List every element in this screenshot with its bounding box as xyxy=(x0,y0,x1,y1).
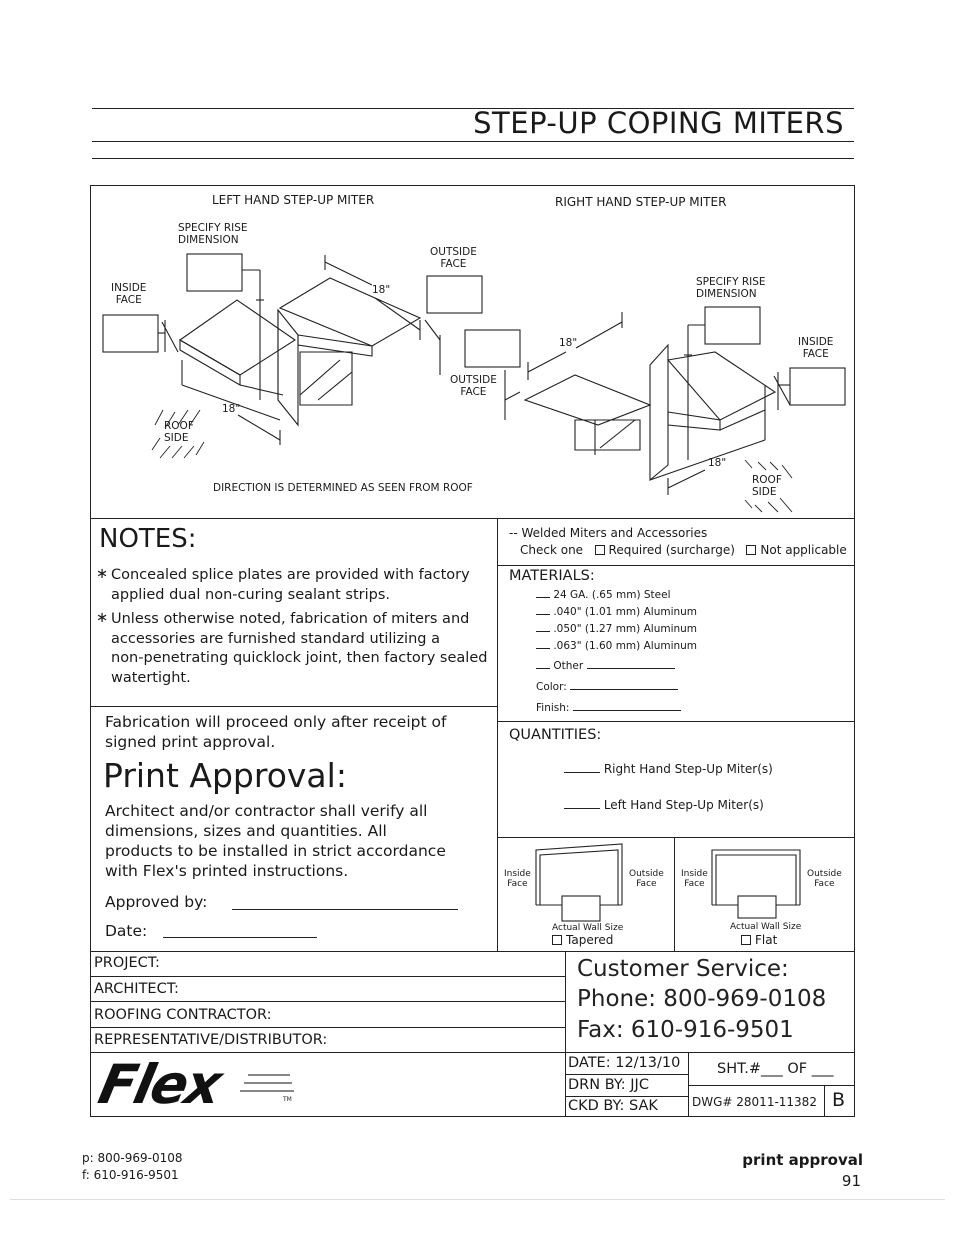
project-row-2 xyxy=(90,1001,565,1002)
flat-wall-size: Actual Wall Size xyxy=(730,922,802,932)
quantity-left-hand: Left Hand Step-Up Miter(s) xyxy=(564,799,764,813)
notes-divider xyxy=(90,706,497,707)
revision-cell: B xyxy=(832,1089,846,1111)
left-specify-rise: SPECIFY RISE DIMENSION xyxy=(178,222,248,247)
not-applicable-checkbox[interactable] xyxy=(746,545,756,555)
step-up-miter-drawings xyxy=(0,0,954,520)
material-other: Other xyxy=(536,660,675,672)
titleblock-col-2 xyxy=(824,1085,825,1117)
welded-line: -- Welded Miters and Accessories xyxy=(509,526,708,540)
titleblock-row-1 xyxy=(565,1074,688,1075)
date-field[interactable] xyxy=(163,937,317,938)
diagram-divider xyxy=(90,518,855,519)
footer-page-number: 91 xyxy=(841,1172,861,1190)
project-cs-divider xyxy=(565,951,566,1117)
note-item-1: Concealed splice plates are provided with factory applied dual non-curing sealant strips. xyxy=(111,567,470,603)
material-063: .063" (1.60 mm) Aluminum xyxy=(536,640,697,652)
page-title: STEP-UP COPING MITERS xyxy=(473,106,844,140)
titleblock-row-3 xyxy=(688,1085,855,1086)
quantities-divider xyxy=(497,837,855,838)
right-inside-face: INSIDE FACE xyxy=(798,336,834,361)
representative-field: REPRESENTATIVE/DISTRIBUTOR: xyxy=(94,1032,328,1048)
left-outside-face: OUTSIDE FACE xyxy=(430,246,477,271)
footer-section: print approval xyxy=(742,1151,863,1169)
direction-note: DIRECTION IS DETERMINED AS SEEN FROM ROOF xyxy=(213,482,473,494)
project-row-1 xyxy=(90,976,565,977)
right-specify-rise: SPECIFY RISE DIMENSION xyxy=(696,276,766,301)
material-040: .040" (1.01 mm) Aluminum xyxy=(536,606,697,618)
sheet-cell: SHT.#___ OF ___ xyxy=(717,1061,834,1077)
quantities-heading: QUANTITIES: xyxy=(509,727,602,743)
materials-heading: MATERIALS: xyxy=(509,568,595,584)
flat-checkbox[interactable] xyxy=(741,935,751,945)
wall-options-divider xyxy=(674,837,675,951)
required-checkbox[interactable] xyxy=(595,545,605,555)
left-inside-face: INSIDE FACE xyxy=(111,282,147,307)
roof-side-left: ROOF SIDE xyxy=(164,420,194,445)
architect-field: ARCHITECT: xyxy=(94,981,179,997)
material-050: .050" (1.27 mm) Aluminum xyxy=(536,623,697,635)
tapered-inside-face: Inside Face xyxy=(504,869,531,890)
note-bullet-2: ∗ xyxy=(96,610,109,626)
tapered-wall-size: Actual Wall Size xyxy=(552,923,624,933)
customer-service-phone: Phone: 800-969-0108 xyxy=(577,986,827,1012)
fabrication-note: Fabrication will proceed only after receipt of signed print approval. xyxy=(105,713,447,751)
checked-by-cell: CKD BY: SAK xyxy=(568,1098,658,1114)
tapered-outside-face: Outside Face xyxy=(629,869,664,890)
drawn-by-cell: DRN BY: JJC xyxy=(568,1077,649,1093)
flat-outside-face: Outside Face xyxy=(807,869,842,890)
footer-rule xyxy=(10,1199,945,1200)
roofing-contractor-field: ROOFING CONTRACTOR: xyxy=(94,1007,272,1023)
dim-18-left-bottom: 18" xyxy=(222,403,241,415)
print-approval-body: Architect and/or contractor shall verify all dimensions, sizes and quantities. All products to be installed in strict accordance with Flex's printed instructions. xyxy=(105,802,446,880)
flat-inside-face: Inside Face xyxy=(681,869,708,890)
project-top-divider xyxy=(90,951,855,952)
tapered-checkbox[interactable] xyxy=(552,935,562,945)
material-color: Color: xyxy=(536,681,678,693)
date-cell: DATE: 12/13/10 xyxy=(568,1055,681,1071)
note-bullet-1: ∗ xyxy=(96,566,109,582)
footer-phone: p: 800-969-0108 xyxy=(82,1151,183,1165)
date-label: Date: xyxy=(105,922,148,940)
customer-service-heading: Customer Service: xyxy=(577,956,789,982)
dim-18-left-top: 18" xyxy=(372,284,391,296)
flex-logo: Flex xyxy=(93,1053,226,1116)
welded-divider xyxy=(497,565,855,566)
dim-18-right-bottom: 18" xyxy=(708,457,727,469)
right-column-divider xyxy=(497,518,498,951)
drawing-number-cell: DWG# 28011-11382 xyxy=(692,1095,817,1109)
dim-18-right-top: 18" xyxy=(559,337,578,349)
right-outside-face: OUTSIDE FACE xyxy=(450,374,497,399)
material-steel: 24 GA. (.65 mm) Steel xyxy=(536,589,671,601)
notes-heading: NOTES: xyxy=(99,524,197,554)
logo-trademark: TM xyxy=(283,1096,292,1103)
approved-by-label: Approved by: xyxy=(105,893,208,911)
left-hand-label: LEFT HAND STEP-UP MITER xyxy=(212,193,375,207)
titleblock-row-2 xyxy=(565,1096,688,1097)
approved-by-field[interactable] xyxy=(232,909,458,910)
footer-fax: f: 610-916-9501 xyxy=(82,1168,179,1182)
project-field: PROJECT: xyxy=(94,955,160,971)
material-finish: Finish: xyxy=(536,702,681,714)
quantity-right-hand: Right Hand Step-Up Miter(s) xyxy=(564,763,773,777)
project-row-3 xyxy=(90,1027,565,1028)
materials-divider xyxy=(497,721,855,722)
welded-check-row: Check one Required (surcharge) Not applicable xyxy=(520,543,847,557)
customer-service-fax: Fax: 610-916-9501 xyxy=(577,1017,794,1043)
flat-option: Flat xyxy=(741,934,777,948)
note-item-2: Unless otherwise noted, fabrication of miters and accessories are furnished standard utilizing a non-penetrating quicklock joint, then factory sealed watertight. xyxy=(111,611,488,686)
tapered-option: Tapered xyxy=(552,934,613,948)
print-approval-heading: Print Approval: xyxy=(103,756,347,795)
roof-side-right: ROOF SIDE xyxy=(752,474,782,499)
right-hand-label: RIGHT HAND STEP-UP MITER xyxy=(555,195,727,209)
